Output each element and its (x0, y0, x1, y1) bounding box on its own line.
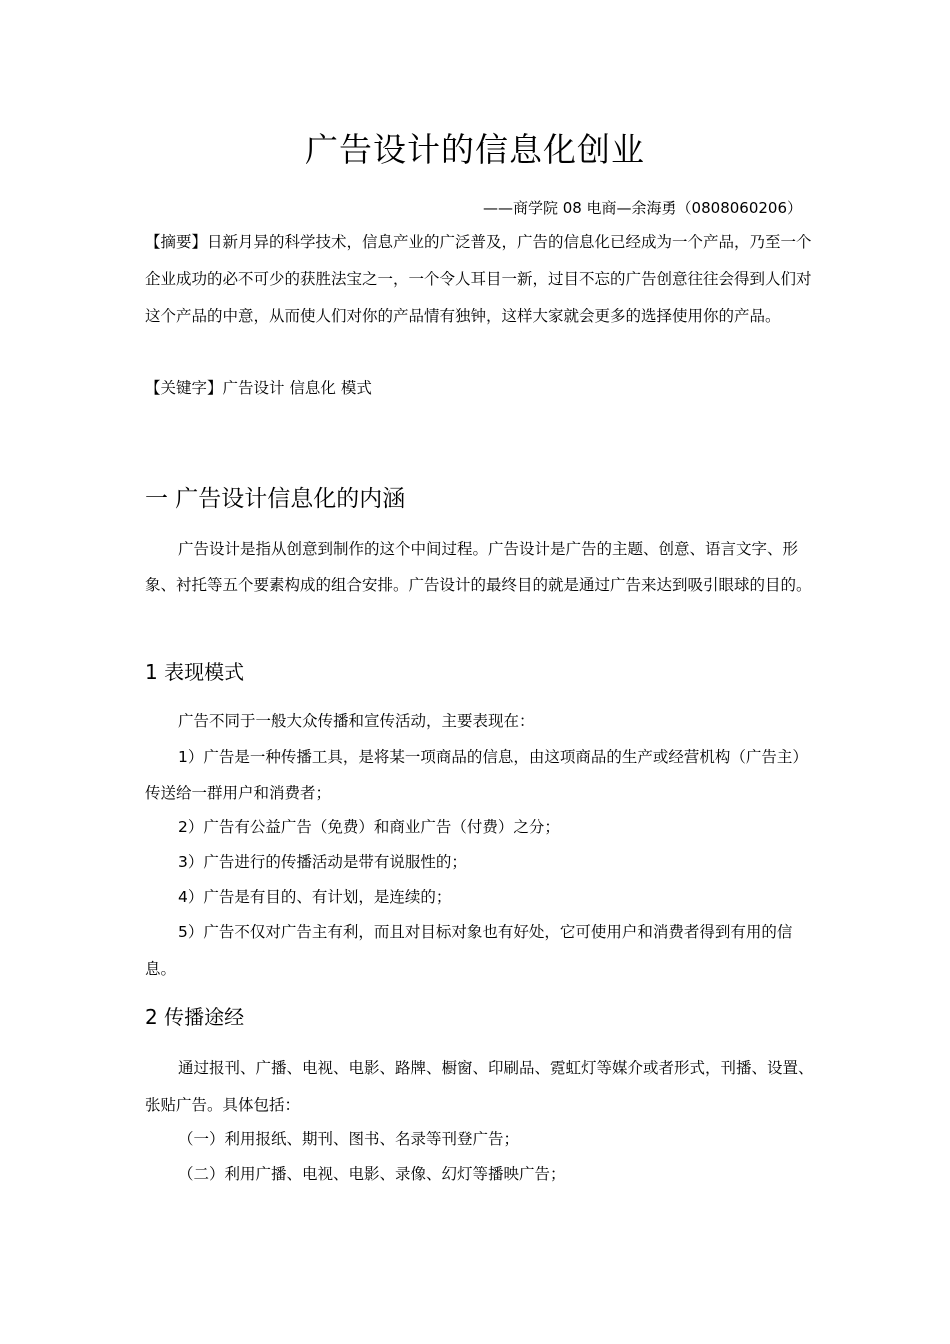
list-item: 5）广告不仅对广告主有利，而且对目标对象也有好处，它可使用户和消费者得到有用的信息。 (145, 923, 793, 978)
subsection-heading: 1 表现模式 (145, 660, 245, 684)
list-item: 2）广告有公益广告（免费）和商业广告（付费）之分； (178, 818, 560, 836)
subsection-heading: 2 传播途经 (145, 1005, 245, 1029)
list-item: 3）广告进行的传播活动是带有说服性的； (178, 853, 467, 871)
section-heading: 一 广告设计信息化的内涵 (145, 486, 406, 512)
section-paragraph: 通过报刊、广播、电视、电影、路牌、橱窗、印刷品、霓虹灯等媒介或者形式，刊播、设置、张贴广告。具体包括： (145, 1059, 814, 1114)
abstract-paragraph: 【摘要】日新月异的科学技术，信息产业的广泛普及，广告的信息化已经成为一个产品，乃至一个企业成功的必不可少的获胜法宝之一，一个令人耳目一新，过目不忘的广告创意往往会得到人们对这个产品的中意，从而使人们对你的产品情有独钟，这样大家就会更多的选择使用你的产品。 (145, 233, 812, 325)
list-item: （一）利用报纸、期刊、图书、名录等刊登广告； (178, 1130, 520, 1148)
list-item: （二）利用广播、电视、电影、录像、幻灯等播映广告； (178, 1165, 566, 1183)
section-paragraph: 广告设计是指从创意到制作的这个中间过程。广告设计是广告的主题、创意、语言文字、形象、衬托等五个要素构成的组合安排。广告设计的最终目的就是通过广告来达到吸引眼球的目的。 (145, 540, 812, 594)
keywords-line: 【关键字】广告设计 信息化 模式 (145, 379, 372, 397)
author-line: ——商学院 08 电商—余海勇（0808060206） (482, 199, 802, 217)
list-item: 4）广告是有目的、有计划，是连续的； (178, 888, 452, 906)
document-title: 广告设计的信息化创业 (305, 130, 645, 169)
list-item: 1）广告是一种传播工具，是将某一项商品的信息，由这项商品的生产或经营机构（广告主）传送给一群用户和消费者； (145, 748, 808, 802)
list-intro: 广告不同于一般大众传播和宣传活动，主要表现在： (178, 712, 535, 730)
